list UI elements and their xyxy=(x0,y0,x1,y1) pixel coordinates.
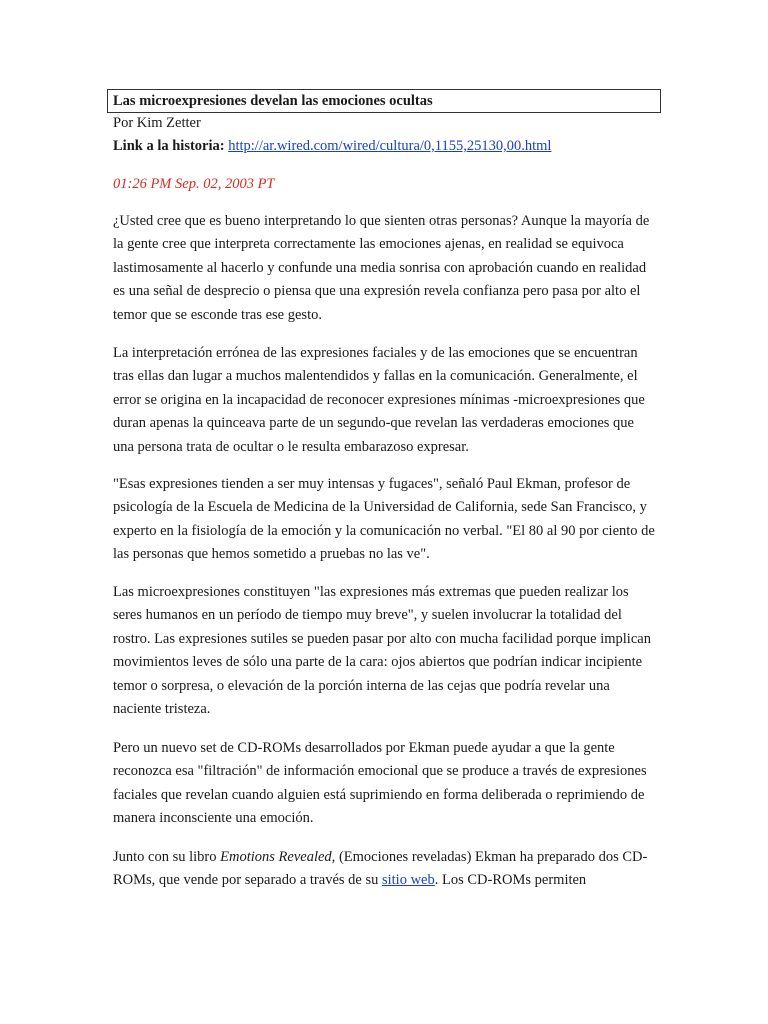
article-title: Las microexpresiones develan las emociones ocultas xyxy=(113,93,433,109)
story-link[interactable]: http://ar.wired.com/wired/cultura/0,1155,25130,00.html xyxy=(228,138,552,154)
p6-before: Junto con su libro xyxy=(113,849,221,865)
p6-middle: (Emociones reveladas) Ekman ha preparado dos CD-ROMs, que vende por separado a través de su xyxy=(113,849,648,889)
website-link[interactable]: sitio web xyxy=(381,872,435,889)
publish-date: 01:26 PM Sep. 02, 2003 PT xyxy=(113,176,275,192)
paragraph-4: Las microexpresiones constituyen "las expresiones más extremas que pueden realizar los seres humanos en un período de tiempo muy breve", y suelen involucrar la totalidad del rostro. Las expresiones sutiles se pueden pasar por alto con mucha facilidad porque implican movimientos leves de sólo una parte de la cara: ojos abiertos que podrían indicar incipiente temor o sorpresa, o elevación de la porción interna de las cejas que podría revelar una naciente tristeza. xyxy=(113,584,651,718)
story-link-label: Link a la historia: xyxy=(113,138,225,154)
story-link-line xyxy=(113,137,551,155)
paragraph-6 xyxy=(113,846,658,893)
paragraph-2: La interpretación errónea de las expresiones faciales y de las emociones que se encuentran tras ellas dan lugar a muchos malentendidos y fallas en la comunicación. Generalmente, el error se origina en la incapacidad de reconocer expresiones mínimas -microexpresiones que duran apenas la quinceava parte de un segundo-que revelan las verdaderas emociones que una persona trata de ocultar o le resulta embarazoso expresar. xyxy=(113,345,645,455)
byline: Por Kim Zetter xyxy=(113,115,201,131)
p6-after: . Los CD-ROMs permiten xyxy=(434,872,587,889)
paragraph-5: Pero un nuevo set de CD-ROMs desarrollados por Ekman puede ayudar a que la gente reconozca esa "filtración" de información emocional que se produce a través de expresiones faciales que revelan cuando alguien está suprimiendo en forma deliberada o reprimiendo de manera inconsciente una emoción. xyxy=(113,740,647,827)
paragraph-3: "Esas expresiones tienden a ser muy intensas y fugaces", señaló Paul Ekman, profesor de psicología de la Escuela de Medicina de la Universidad de California, sede San Francisco, y experto en la fisiología de la emoción y la comunicación no verbal. "El 80 al 90 por ciento de las personas que hemos sometido a pruebas no las ve". xyxy=(113,476,655,563)
book-title: Emotions Revealed, xyxy=(220,849,336,865)
paragraph-1: ¿Usted cree que es bueno interpretando lo que sienten otras personas? Aunque la mayoría de la gente cree que interpreta correctamente las emociones ajenas, en realidad se equivoca lastimosamente al hacerlo y confunde una media sonrisa con aprobación cuando en realidad es una señal de desprecio o piensa que una expresión revela confianza pero pasa por alto el temor que se esconde tras ese gesto. xyxy=(113,213,650,323)
